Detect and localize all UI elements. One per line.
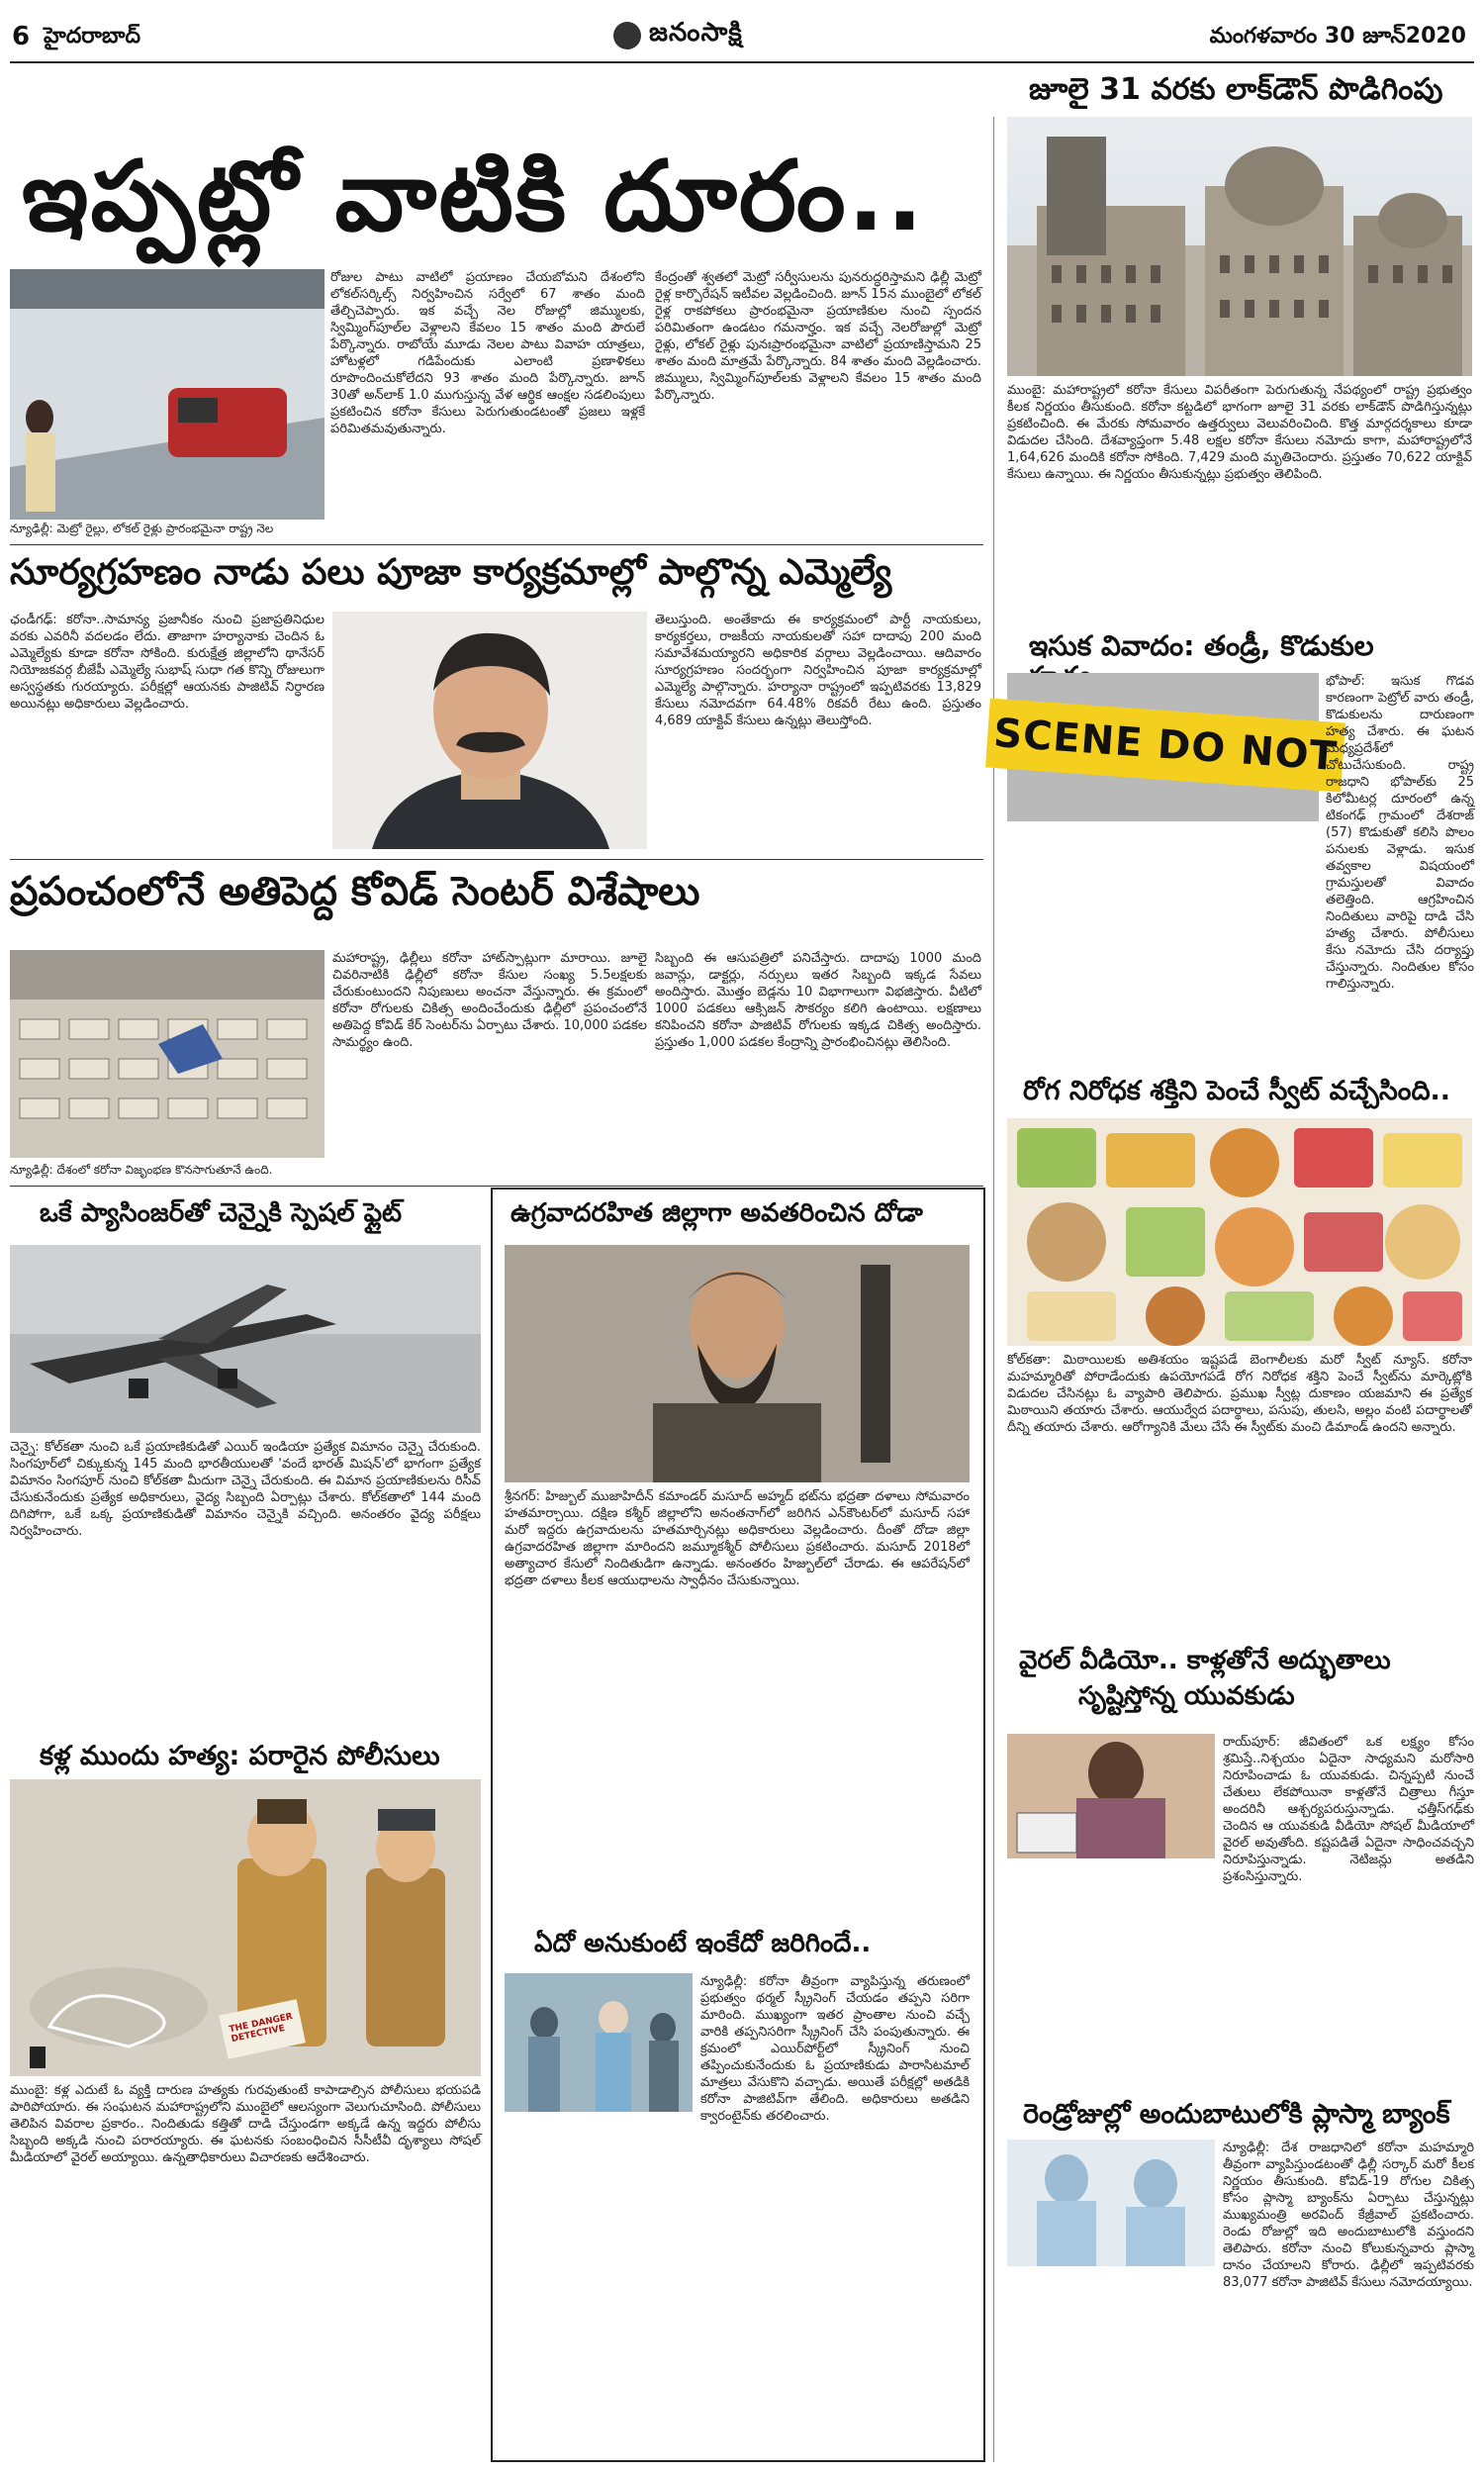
- viral-article-cont: [1007, 1864, 1472, 2013]
- sweets-photo: [1007, 1118, 1472, 1346]
- crime-tape-photo: [991, 673, 1340, 821]
- flight-headline: ఒకే ప్యాసింజర్‌తో చెన్నైకి స్పెషల్ ఫ్లైట్: [40, 1198, 403, 1228]
- plasma-article: న్యూఢిల్లీ: దేశ రాజధానిలో కరోనా మహమ్మారి తీవ్రంగా వ్యాపిస్తుండటంతో ఢిల్లీ సర్కార్ మరో కీలక నిర్ణయం తీసుకుంది. కోవిడ్-19 రోగుల చికిత్స కోసం ప్లాస్మా బ్యాంక్‌ను ఏర్పాటు చేస్తున్నట్లు ముఖ్యమంత్రి అరవింద్ కేజ్రీవాల్ ప్రకటించారు. రెండు రోజుల్లో ఇది అందుబాటులోకి వస్తుందని తెలిపారు. కరోనా నుంచి కోలుకున్నవారు ప్లాస్మా దానం చేయాలని కోరారు. ఢిల్లీలో ఇప్పటివరకు 83,077 కరోనా పాజిటివ్ కేసులు నమోదయ్యాయి.: [1223, 2141, 1474, 2290]
- section-rule-2: [10, 859, 983, 860]
- logo-text: జనంసాక్షి: [649, 18, 743, 48]
- mla-photo: [332, 612, 647, 849]
- newspaper-logo: [613, 18, 743, 53]
- covid-center-article-col1: మహారాష్ట్ర, ఢిల్లీలు కరోనా హాట్‌స్పాట్లుగా మారాయి. జూలై చివరినాటికి ఢిల్లీలో కరోనా కేసుల సంఖ్య 5.5లక్షలకు చేరుకుంటుందని నిపుణులు అంచనా వేస్తున్నారు. ఈ క్రమంలో కరోనా రోగులకు చికిత్స అందించేందుకు ఢిల్లీలో ప్రపంచంలోనే అతిపెద్ద కోవిడ్ కేర్ సెంటర్‌ను ఏర్పాటు చేశారు. 10,000 పడకల సామర్థ్యం ఉంది.: [332, 951, 647, 1050]
- viral-article: రాయ్‌పూర్: జీవితంలో ఒక లక్ష్యం కోసం శ్రమిస్తే..నిశ్చయం ఏదైనా సాధ్యమని మరోసారి నిరూపించాడు ఓ యువకుడు. చిన్నప్పటి నుంచే చేతులు లేకపోయినా కాళ్లతోనే చిత్రాలు గీస్తూ అందరినీ ఆశ్చర్యపరుస్తున్నాడు. ఛత్తీస్‌గఢ్‌కు చెందిన ఆ యువకుడి వీడియో సోషల్ మీడియాలో వైరల్ అవుతోంది. కష్టపడితే ఏదైనా సాధించవచ్చని నిరూపిస్తున్నాడు. నెటిజన్లు అతడిని ప్రశంసిస్తున్నారు.: [1223, 1735, 1474, 1884]
- section-rule-3: [10, 1186, 983, 1187]
- sweets-graphic: [1007, 1118, 1472, 1346]
- sweet-headline: రోగ నిరోధక శక్తిని పెంచే స్వీట్ వచ్చేసింది..: [1023, 1076, 1451, 1106]
- covid-center-headline: ప్రపంచంలోనే అతిపెద్ద కోవిడ్ సెంటర్ విశేషాలు: [10, 869, 700, 914]
- flight-article: చెన్నై: కోల్‌కతా నుంచి ఒకే ప్రయాణికుడితో ఎయిర్ ఇండియా ప్రత్యేక విమానం చెన్నై చేరుకుంది. సింగపూర్‌లో చిక్కుకున్న 145 మంది భారతీయులతో 'వందే భారత్ మిషన్'లో భాగంగా ప్రత్యేక విమానం సింగపూర్ నుంచి కోల్‌కతా మీదుగా చెన్నై చేరుకుంది. ఈ విమాన ప్రయాణికులను రిసీవ్ చేసుకునేందుకు ప్రత్యేక అధికారులు, వైద్య సిబ్బంది ఏర్పాట్లు చేశారు. కోల్‌కతాలో 144 మంది దిగిపోగా, ఒకే ఒక్క ప్రయాణికుడితో విమానం చెన్నైకి వచ్చింది. అనంతరం వైద్య పరీక్షలు నిర్వహించారు.: [10, 1440, 481, 1539]
- city-name: హైదరాబాద్: [44, 24, 140, 48]
- section-rule-1: [10, 544, 983, 545]
- logo-icon: [613, 22, 641, 49]
- crime-tape: [985, 699, 1345, 793]
- viral-video-photo: [1007, 1734, 1215, 1858]
- covid-center-caption: న్యూఢిల్లీ: దేశంలో కరోనా విజృంభణ కొనసాగుతూనే ఉంది.: [10, 1163, 273, 1177]
- lockdown-headline: జూలై 31 వరకు లాక్‌డౌన్ పొడిగింపు: [1029, 72, 1443, 107]
- police-cartoon: [10, 1779, 481, 2076]
- eclipse-article-col2: తెలుస్తుంది. అంతేకాదు ఈ కార్యక్రమంలో పార్టీ నాయకులు, కార్యకర్తలు, రాజకీయ నాయకులతో సహా దాదాపు 200 మంది సమావేశమయ్యారని అధికారిక వర్గాలు వెల్లడించాయి. ఆదివారం సూర్యగ్రహణం సందర్భంగా నిర్వహించిన పూజా కార్యక్రమాల్లో ఎమ్మెల్యే పాల్గొన్నారు. హర్యానా రాష్ట్రంలో ఇప్పటివరకు 13,829 కేసులు నమోదవగా 64.48% రికవరీ రేటు ఉంది. ప్రస్తుతం 4,689 యాక్టివ్ కేసులు ఉన్నట్లు తెలుస్తోంది.: [655, 613, 981, 728]
- eclipse-article-col1: ఛండీగఢ్: కరోనా..సామాన్య ప్రజానీకం నుంచి ప్రజాప్రతినిధుల వరకు ఎవరినీ వదలడం లేదు. తాజాగా హర్యానాకు చెందిన ఓ ఎమ్మెల్యేకు కూడా కరోనా సోకింది. కురుక్షేత్ర జిల్లాలోని థానేసర్ నియోజకవర్గ బీజేపీ ఎమ్మెల్యే సుభాష్ సుధా గత కొన్ని రోజులుగా అస్వస్థతకు గురయ్యారు. పరీక్షల్లో ఆయనకు పాజిటివ్ నిర్ధారణ అయినట్లు అధికారులు వెల్లడించారు.: [10, 613, 325, 712]
- mumbai-hotel-photo: [1007, 117, 1472, 376]
- lockdown-article: ముంబై: మహారాష్ట్రలో కరోనా కేసులు విపరీతంగా పెరుగుతున్న నేపథ్యంలో రాష్ట్ర ప్రభుత్వం కీలక నిర్ణయం తీసుకుంది. కరోనా కట్టడిలో భాగంగా జూలై 31 వరకు లాక్‌డౌన్ పొడిగిస్తున్నట్లు ప్రకటించింది. ఈ మేరకు సోమవారం ఉత్తర్వులు వెలువరించింది. కొత్త మార్గదర్శకాలు కూడా విడుదల చేసింది. దేశవ్యాప్తంగా 5.48 లక్షల కరోనా కేసులు నమోదు కాగా, మహారాష్ట్రలోనే 1,64,626 మందికి కరోనా సోకింది. 7,429 మంది మృతిచెందారు. ప్రస్తుతం 70,622 యాక్టివ్ కేసులు ఉన్నాయి. ఈ నిర్ణయం తీసుకున్నట్లు ప్రభుత్వం తెలిపింది.: [1007, 383, 1472, 482]
- metro-photo: [10, 269, 325, 520]
- doda-article: శ్రీనగర్: హిజ్బుల్ ముజాహిదీన్ కమాండర్ మసూద్ అహ్మద్ భట్‌ను భద్రతా దళాలు సోమవారం హతమార్చాయి. దక్షిణ కశ్మీర్ జిల్లాలోని అనంతనాగ్‌లో జరిగిన ఎన్‌కౌంటర్‌లో మసూద్ సహా మరో ఇద్దరు ఉగ్రవాదులను హతమార్చినట్లు అధికారులు వెల్లడించారు. దీంతో దోడా జిల్లా ఉగ్రవాదరహిత జిల్లాగా మారిందని జమ్మూకశ్మీర్ పోలీసులు ప్రకటించారు. మసూద్ 2018లో అత్యాచార కేసులో నిందితుడిగా ఉన్నాడు. అనంతరం హిజ్బుల్‌లో చేరాడు. ఈ ఆపరేషన్‌లో భద్రతా దళాలు కీలక ఆయుధాలను స్వాధీనం చేసుకున్నాయి.: [505, 1489, 970, 1588]
- militant-graphic: [505, 1245, 970, 1482]
- column-divider: [993, 117, 994, 2462]
- main-article-col2: కేంద్రంతో శ్వతలో మెట్రో సర్వీసులను పునరుద్ధరిస్తామని ఢిల్లీ మెట్రో రైళ్ల కార్పొరేషన్ ఇటీవల వెల్లడించింది. జూన్ 15న ముంబైలో లోకల్ రైళ్ల రాకపోకలు ప్రారంభమైనా ప్రయాణికుల నుంచి స్పందన పరిమితంగా ఉండటం గమనార్హం. ఇక వచ్చే నెలరోజుల్లో మెట్రో రైళ్లు, లోకల్ రైళ్లు పునఃప్రారంభమైనా వాటిలో ప్రయాణిస్తామని 25 శాతం మంది మాత్రమే పేర్కొన్నారు. 84 శాతం మంది వెల్లడించారు. జిమ్ములు, స్విమ్మింగ్‌పూల్‌లకు వెళ్లాలని కేవలం 15 శాతం మంది పేర్కొన్నారు.: [655, 270, 981, 403]
- sand-headline: ఇసుక వివాదం: తండ్రీ, కొడుకుల: [1029, 629, 1374, 662]
- mumbai-article: న్యూఢిల్లీ: కరోనా తీవ్రంగా వ్యాపిస్తున్న తరుణంలో ప్రభుత్వం థర్మల్ స్క్రీనింగ్ చేయడం తప్పని సరిగా మారింది. ముఖ్యంగా ఇతర ప్రాంతాల నుంచి వచ్చే వారికి తప్పనిసరిగా స్క్రీనింగ్ చేసి పంపుతున్నారు. ఈ క్రమంలో ఎయిర్‌పోర్ట్‌లో స్క్రీనింగ్ నుంచి తప్పించుకునేందుకు ఓ ప్రయాణికుడు పారాసిటమాల్ మాత్రలు వేసుకొని వచ్చాడు. అయితే పరీక్షల్లో అతడికి కరోనా పాజిటివ్‌గా తేలింది. అధికారులు అతడిని క్వారంటైన్‌కు తరలించారు.: [700, 1974, 970, 2124]
- danger-sign-text: THE DANGER DETECTIVE: [228, 2011, 294, 2046]
- mla-portrait-graphic: [332, 612, 647, 849]
- militant-photo: [505, 1245, 970, 1482]
- doda-headline: ఉగ్రవాదరహిత జిల్లాగా అవతరించిన దోడా: [510, 1198, 923, 1228]
- painter-graphic: [1007, 1734, 1215, 1858]
- beds-graphic: [10, 950, 325, 1158]
- plasma-article-cont: [1007, 2272, 1472, 2460]
- mumbai-headline: ఏదో అనుకుంటే ఇంకేదో జరిగిందే..: [534, 1929, 872, 1958]
- plasma-photo: [1007, 2140, 1215, 2266]
- airport-graphic: [505, 1973, 693, 2112]
- airport-photo: [505, 1973, 693, 2112]
- viral-headline-line1: వైరల్ వీడియో.. కాళ్లతోనే అద్భుతాలు: [1019, 1646, 1391, 1675]
- crime-tape-text: SCENE DO NOT: [991, 710, 1340, 781]
- airplane-graphic: [10, 1245, 481, 1433]
- sand-article: భోపాల్: ఇసుక గొడవ కారణంగా పెట్రోల్ వారు తండ్రీ, కొడుకులను దారుణంగా హత్య చేశారు. ఈ ఘటన మధ్యప్రదేశ్‌లో చోటుచేసుకుంది. రాష్ట్ర రాజధాని భోపాల్‌కు 25 కిలోమీటర్ల దూరంలో ఉన్న టికంగఢ్ గ్రామంలో దేశరాజ్ (57) కొడుకుతో కలిసి పొలం పనులకు వెళ్లాడు. ఇసుక తవ్వకాల విషయంలో గ్రామస్తులతో వివాదం తలెత్తింది. ఆగ్రహించిన నిందితులు వారిపై దాడి చేసి హత్య చేశారు. పోలీసులు కేసు నమోదు చేసి దర్యాప్తు చేస్తున్నారు. నిందితుల కోసం గాలిస్తున్నారు.: [1326, 674, 1474, 992]
- doctors-graphic: [1007, 2140, 1215, 2266]
- metro-graphic: [10, 269, 325, 520]
- airplane-photo: [10, 1245, 481, 1433]
- hotel-building-graphic: [1007, 117, 1472, 376]
- eclipse-headline: సూర్యగ్రహణం నాడు పలు పూజా కార్యక్రమాల్లో పాల్గొన్న ఎమ్మెల్యే: [10, 552, 892, 593]
- plasma-headline: రెండ్రోజుల్లో అందుబాటులోకి ప్లాస్మా బ్యాంక్: [1023, 2099, 1450, 2130]
- sand-article-cont: [1007, 827, 1472, 1114]
- covid-center-article-col2: సిబ్బంది ఈ ఆసుపత్రిలో పనిచేస్తారు. దాదాపు 1000 మంది జవాన్లు, డాక్టర్లు, నర్సులు ఇతర సిబ్బంది ఇక్కడ సేవలు అందిస్తారు. మొత్తం బెడ్లను 10 విభాగాలుగా విభజిస్తారు. వీటిలో 1000 పడకలు ఆక్సిజన్ సౌకర్యం కలిగి ఉంటాయి. లక్షణాలు కనిపించని కరోనా పాజిటివ్ రోగులకు ఇక్కడ చికిత్స అందిస్తారు. ప్రస్తుతం 1,000 పడకల కేంద్రాన్ని ప్రారంభించినట్లు తెలిసింది.: [655, 951, 981, 1050]
- header-rule: [10, 61, 1474, 63]
- viral-headline-line2: సృష్టిస్తోన్న యువకుడు: [1078, 1681, 1295, 1711]
- main-headline: ఇప్పట్లో వాటికి దూరం..: [22, 141, 926, 253]
- sweet-article: కోల్‌కతా: మిఠాయిలకు అతిశయం ఇష్టపడే బెంగాలీలకు మరో స్వీట్ న్యూస్. కరోనా మహమ్మారితో పోరాడేందుకు ఉపయోగపడే రోగ నిరోధక శక్తిని పెంచే స్వీట్‌ను మార్కెట్లోకి విడుదల చేసినట్లు ఓ వ్యాపారి తెలిపారు. ప్రముఖ స్వీట్ల దుకాణం యజమాని ఈ ప్రత్యేక మిఠాయిని తయారు చేశారు. ఆయుర్వేద పదార్థాలు, పసుపు, తులసి, అల్లం వంటి పదార్థాలతో దీన్ని తయారు చేశారు. ఆరోగ్యానికి మేలు చేసే ఈ స్వీట్‌కు మంచి డిమాండ్ ఉందని అన్నారు.: [1007, 1353, 1472, 1435]
- issue-date: మంగళవారం 30 జూన్2020: [1209, 24, 1466, 48]
- murder-article: ముంబై: కళ్ల ఎదుటే ఓ వ్యక్తి దారుణ హత్యకు గురవుతుంటే కాపాడాల్సిన పోలీసులు భయపడి పారిపోయారు. ఈ సంఘటన మహారాష్ట్రలోని ముంబైలో ఆలస్యంగా వెలుగుచూసింది. పోలీసులు తెలిపిన వివరాల ప్రకారం.. నిందితుడు కత్తితో దాడి చేస్తుండగా అక్కడే ఉన్న ఇద్దరు పోలీసు సిబ్బంది అక్కడి నుంచి పరారయ్యారు. ఈ ఘటనకు సంబంధించిన సీసీటీవీ దృశ్యాలు సోషల్ మీడియాలో వైరల్ అయ్యాయి. ఉన్నతాధికారులు విచారణకు ఆదేశించారు.: [10, 2083, 481, 2165]
- main-article-col1: రోజుల పాటు వాటిలో ప్రయాణం చేయబోమని దేశంలోని లోకల్‌సర్కిల్స్ నిర్వహించిన సర్వేలో 67 శాతం మంది తేల్చిచెప్పారు. ఇక వచ్చే నెల రోజుల్లో జిమ్ములకు, స్విమ్మింగ్‌పూల్‌ల వెళ్లాలని కేవలం 15 శాతం మంది పౌరులే పేర్కొన్నారు. రాబోయే మూడు నెలల పాటు వివాహ యాత్రలు, హోటళ్లలో గడిపేందుకు ఎలాంటి ప్రణాళికలు రూపొందించుకోలేదని 93 శాతం మంది పేర్కొన్నారు. జూన్ 30తో అన్‌లాక్ 1.0 ముగుస్తున్న వేళ ఆర్థిక ఆంక్షల సడలింపులు ప్రకటించిన కరోనా కేసులు పెరుగుతుండటంతో ప్రజలు ఇళ్లకే పరిమితమవుతున్నారు.: [330, 270, 645, 436]
- metro-caption: న్యూఢిల్లీ: మెట్రో రైల్లు, లోకల్ రైళ్లు ప్రారంభమైనా రాష్ట్ర నెల: [10, 522, 274, 535]
- page-number: 6: [12, 22, 31, 51]
- covid-center-photo: [10, 950, 325, 1158]
- mumbai-article-cont: [505, 2118, 970, 2450]
- murder-headline: కళ్ల ముందు హత్య: పరారైన పోలీసులు: [40, 1741, 440, 1771]
